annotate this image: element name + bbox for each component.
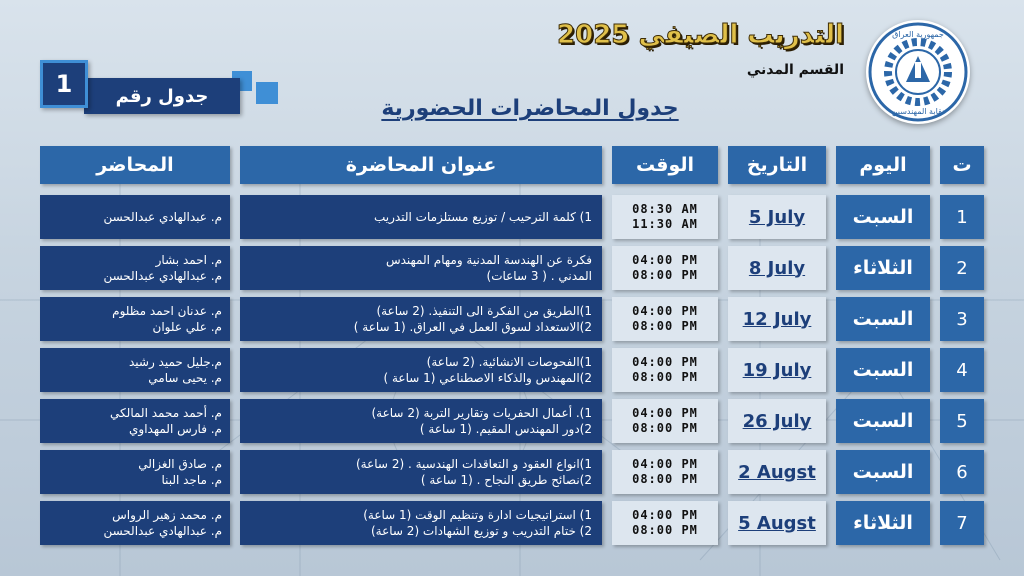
table-row [0, 501, 1024, 545]
row-time [612, 348, 718, 392]
svg-text:نقابة المهندسين: نقابة المهندسين [891, 107, 945, 116]
lecturer-name: م. احمد بشار [155, 253, 222, 267]
row-date: 5 July [728, 195, 826, 239]
row-date: 26 July [728, 399, 826, 443]
row-index: 1 [940, 195, 984, 239]
row-index: 4 [940, 348, 984, 392]
union-logo [866, 20, 970, 124]
row-index: 3 [940, 297, 984, 341]
row-lecturers [40, 450, 230, 494]
lecture-title-line: 1)الطريق من الفكرة الى التنفيذ. (2 ساعة) [376, 304, 592, 318]
main-title: التدريب الصيفي 2025 [557, 20, 844, 50]
lecture-title-line: 1)انواع العقود و التعاقدات الهندسية . (2 ساعة) [356, 457, 592, 471]
lecture-title-line: فكرة عن الهندسة المدنية ومهام المهندس [385, 253, 592, 267]
time-start: 04:00 PM [632, 253, 698, 267]
column-header-index: ت [940, 146, 984, 184]
row-date: 8 July [728, 246, 826, 290]
lecturer-name: م. فارس المهداوي [129, 422, 222, 436]
lecture-title-line: 1). أعمال الحفريات وتقارير التربة (2 ساعة) [371, 406, 592, 420]
time-end: 08:00 PM [632, 523, 698, 537]
column-header-day: اليوم [836, 146, 930, 184]
time-end: 08:00 PM [632, 472, 698, 486]
column-header-time: الوقت [612, 146, 718, 184]
row-day: السبت [836, 195, 930, 239]
row-time [612, 399, 718, 443]
time-end: 08:00 PM [632, 421, 698, 435]
decor-square [256, 82, 278, 104]
lecturer-name: م. يحيى سامي [148, 371, 222, 385]
row-day: الثلاثاء [836, 501, 930, 545]
column-header-title: عنوان المحاضرة [240, 146, 602, 184]
lecture-title-line: 2)دور المهندس المقيم. (1 ساعة ) [419, 422, 592, 436]
row-index: 6 [940, 450, 984, 494]
table-row [0, 297, 1024, 341]
lecture-title-line: 2) ختام التدريب و توزيع الشهادات (2 ساعة) [370, 524, 592, 538]
lecture-title-line: 2)الاستعداد لسوق العمل في العراق. (1 ساعة ) [353, 320, 592, 334]
table-row [0, 348, 1024, 392]
lecturer-name: م. عدنان احمد مظلوم [112, 304, 222, 318]
column-header-date: التاريخ [728, 146, 826, 184]
row-day: الثلاثاء [836, 246, 930, 290]
row-day: السبت [836, 450, 930, 494]
table-row [0, 246, 1024, 290]
lecturer-name: م.جليل حميد رشيد [128, 355, 222, 369]
time-start: 04:00 PM [632, 304, 698, 318]
row-lecturers [40, 246, 230, 290]
row-date: 2 Augst [728, 450, 826, 494]
department-label: القسم المدني [746, 62, 844, 78]
row-time [612, 246, 718, 290]
row-index: 2 [940, 246, 984, 290]
lecturer-name: م. عبدالهادي عبدالحسن [103, 210, 222, 224]
row-lecture-title [240, 501, 602, 545]
row-lecturers [40, 348, 230, 392]
time-start: 08:30 AM [632, 202, 698, 216]
lecturer-name: م. صادق الغزالي [138, 457, 222, 471]
lecturer-name: م. عبدالهادي عبدالحسن [103, 269, 222, 283]
row-time [612, 195, 718, 239]
time-end: 08:00 PM [632, 268, 698, 282]
svg-text:جمهورية العراق: جمهورية العراق [892, 30, 944, 39]
lecture-title-line: 1) استراتيجيات ادارة وتنظيم الوقت (1 ساعة) [363, 508, 592, 522]
lecture-title-line: 2)المهندس والذكاء الاصطناعي (1 ساعة ) [383, 371, 592, 385]
row-index: 7 [940, 501, 984, 545]
row-date: 12 July [728, 297, 826, 341]
time-end: 11:30 AM [632, 217, 698, 231]
row-lecturers [40, 195, 230, 239]
table-row [0, 195, 1024, 239]
row-lecture-title [240, 246, 602, 290]
row-time [612, 297, 718, 341]
table-row [0, 399, 1024, 443]
page-title: جدول المحاضرات الحضورية [381, 96, 679, 121]
row-lecture-title [240, 399, 602, 443]
time-end: 08:00 PM [632, 319, 698, 333]
row-lecture-title [240, 195, 602, 239]
lecturer-name: م. أحمد محمد المالكي [110, 406, 222, 420]
row-lecturers [40, 501, 230, 545]
row-time [612, 501, 718, 545]
row-day: السبت [836, 348, 930, 392]
row-day: السبت [836, 297, 930, 341]
row-day: السبت [836, 399, 930, 443]
table-label: جدول رقم [84, 78, 240, 114]
lecture-title-line: 2)نصائح طريق النجاح . (1 ساعة ) [420, 473, 592, 487]
time-start: 04:00 PM [632, 406, 698, 420]
table-row [0, 450, 1024, 494]
lecturer-name: م. محمد زهير الرواس [112, 508, 222, 522]
row-lecture-title [240, 450, 602, 494]
lecture-title-line: 1) كلمة الترحيب / توزيع مستلزمات التدريب [374, 210, 592, 224]
lecture-title-line: المدني . ( 3 ساعات) [486, 269, 592, 283]
row-lecturers [40, 399, 230, 443]
lecture-title-line: 1)الفحوصات الانشائية. (2 ساعة) [426, 355, 592, 369]
row-lecture-title [240, 297, 602, 341]
row-index: 5 [940, 399, 984, 443]
lecturer-name: م. ماجد البنا [161, 473, 222, 487]
time-start: 04:00 PM [632, 457, 698, 471]
column-header-lecturer: المحاضر [40, 146, 230, 184]
row-date: 5 Augst [728, 501, 826, 545]
time-start: 04:00 PM [632, 508, 698, 522]
row-lecturers [40, 297, 230, 341]
lecturer-name: م. علي علوان [152, 320, 222, 334]
row-lecture-title [240, 348, 602, 392]
time-end: 08:00 PM [632, 370, 698, 384]
table-number-badge: 1 [40, 60, 88, 108]
lecturer-name: م. عبدالهادي عبدالحسن [103, 524, 222, 538]
row-date: 19 July [728, 348, 826, 392]
row-time [612, 450, 718, 494]
time-start: 04:00 PM [632, 355, 698, 369]
